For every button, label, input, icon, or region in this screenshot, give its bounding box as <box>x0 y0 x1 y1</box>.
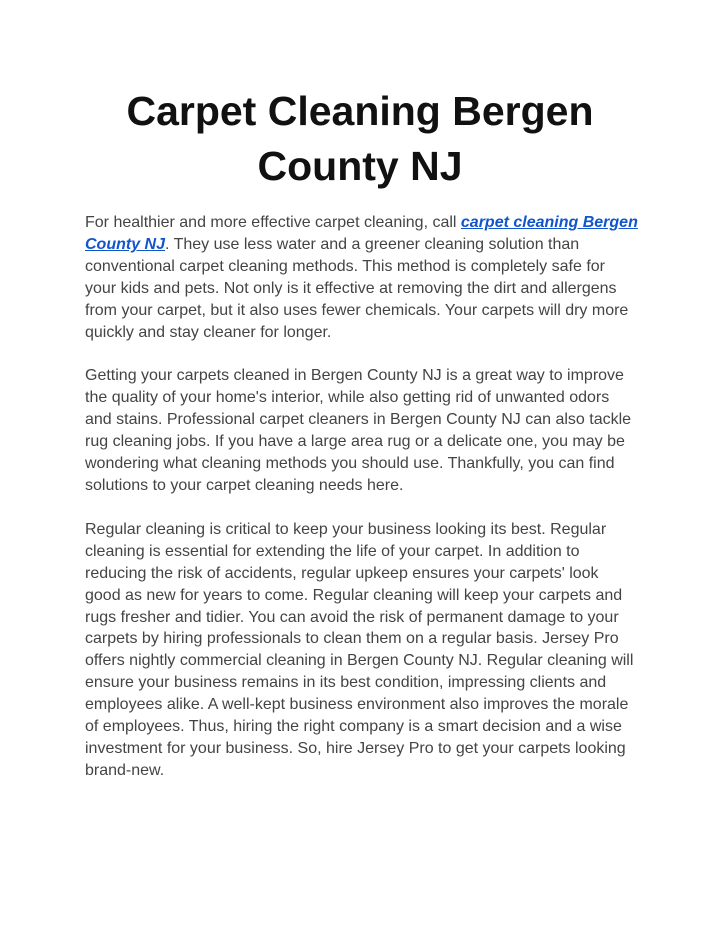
page-title: Carpet Cleaning Bergen County NJ <box>126 88 594 189</box>
paragraph-home-benefits: Getting your carpets cleaned in Bergen County NJ is a great way to improve the quality of your home's interior, while also getting rid of unwanted odors and stains. Professional carpet cleaners in Bergen County NJ can also tackle rug cleaning jobs. If you have a large area rug or a delicate one, you may be wondering what cleaning methods you should use. Thankfully, you can find solutions to your carpet cleaning needs here. <box>85 367 632 494</box>
paragraph-intro <box>85 212 638 343</box>
carpet-cleaning-bergen-county-link[interactable]: carpet cleaning Bergen County NJ <box>85 214 638 253</box>
paragraph-intro-lead-text: For healthier and more effective carpet cleaning, call <box>85 214 461 231</box>
document-body <box>85 212 638 804</box>
paragraph-business-cleaning: Regular cleaning is critical to keep your business looking its best. Regular cleaning is essential for extending the life of your carpet. In addition to reducing the risk of accidents, regular upkeep ensures your carpets' look good as new for years to come. Regular cleaning will keep your carpets and rugs fresher and tidier. You can avoid the risk of permanent damage to your carpets by hiring professionals to clean them on a regular basis. Jersey Pro offers nightly commercial cleaning in Bergen County NJ. Regular cleaning will ensure your business remains in its best condition, impressing clients and employees alike. A well-kept business environment also improves the morale of employees. Thus, hiring the right company is a smart decision and a wise investment for your business. So, hire Jersey Pro to get your carpets looking brand-new. <box>85 520 634 779</box>
paragraph-intro-trailing-text: . They use less water and a greener cleaning solution than conventional carpet cleaning methods. This method is completely safe for your kids and pets. Not only is it effective at removing the dirt and allergens from your carpet, but it also uses fewer chemicals. Your carpets will dry more quickly and stay cleaner for longer. <box>85 235 629 341</box>
